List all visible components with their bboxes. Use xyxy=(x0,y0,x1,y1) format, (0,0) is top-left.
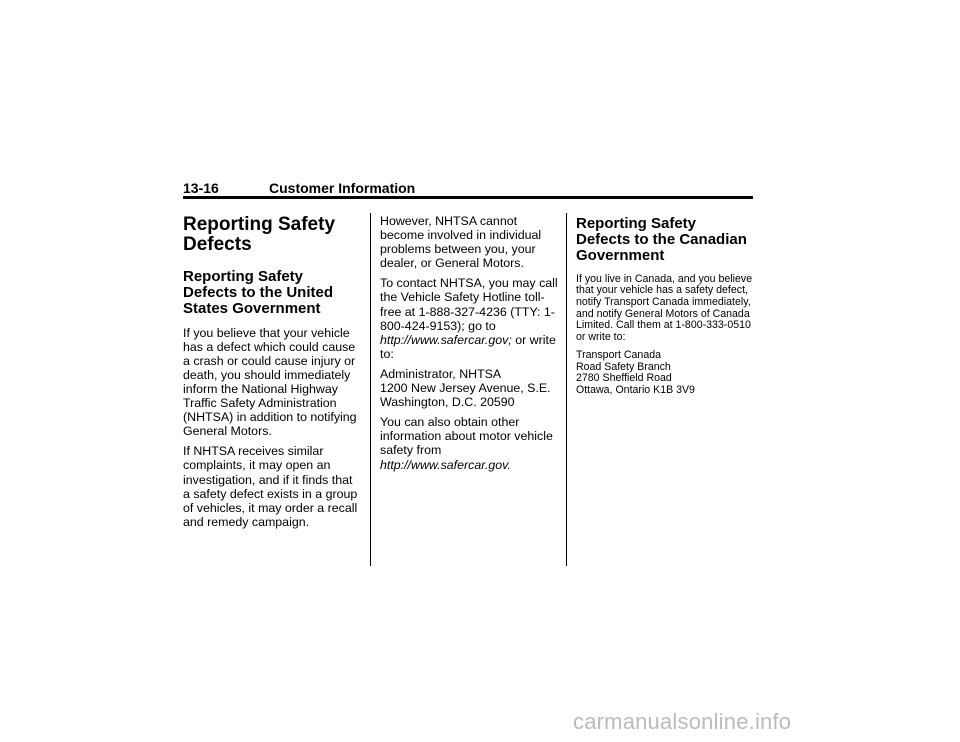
contact-text: To contact NHTSA, you may call the Vehicle Safety Hotline toll-free at 1-888-327-4236 (TTY: 1-800-424-9153); go to xyxy=(380,276,558,333)
safercar-link[interactable]: http://www.safercar.gov; xyxy=(380,332,512,347)
address-line: Transport Canada xyxy=(576,348,661,361)
address-line: Ottawa, Ontario K1B 3V9 xyxy=(576,383,695,396)
address-line: Road Safety Branch xyxy=(576,360,671,373)
us-subheading: Reporting Safety Defects to the United States Government xyxy=(183,268,334,318)
contact-paragraph xyxy=(380,276,558,361)
watermark: carmanualsonline.info xyxy=(573,709,792,734)
contact-tail: or write to: xyxy=(380,332,556,361)
column-divider-2 xyxy=(566,213,567,566)
canada-address xyxy=(576,350,754,397)
safercar-link-2[interactable]: http://www.safercar.gov. xyxy=(380,457,511,472)
section-title: Customer Information xyxy=(269,180,416,196)
nhtsa-address xyxy=(380,367,558,409)
canada-subheading: Reporting Safety Defects to the Canadian Government xyxy=(576,215,747,265)
us-paragraph-1: If you believe that your vehicle has a defect which could cause a crash or could cause injury or death, you should immediately inform the National Highway Traffic Safety Administration (NHTSA) in addition to notifying General Motors. xyxy=(183,325,357,439)
header-rule xyxy=(183,196,753,199)
column-2 xyxy=(380,214,558,478)
address-line: 2780 Sheffield Road xyxy=(576,372,672,385)
column-divider-1 xyxy=(370,213,371,566)
nhtsa-paragraph: However, NHTSA cannot become involved in individual problems between you, your dealer, or General Motors. xyxy=(380,214,542,271)
address-line: Washington, D.C. 20590 xyxy=(380,395,515,410)
canada-paragraph: If you live in Canada, and you believe that your vehicle has a safety defect, notify Transport Canada immediately, and notify General Motors of Canada Limited. Call them at 1-800-333-0510 or write to: xyxy=(576,272,753,344)
info-text: You can also obtain other information about motor vehicle safety from xyxy=(380,415,553,458)
us-paragraph-2: If NHTSA receives similar complaints, it may open an investigation, and if it finds that a safety defect exists in a group of vehicles, it may order a recall and remedy campaign. xyxy=(183,444,358,529)
section-heading: Reporting Safety Defects xyxy=(183,214,336,255)
page-number: 13-16 xyxy=(183,180,219,196)
column-3 xyxy=(576,216,754,403)
info-paragraph xyxy=(380,415,558,471)
address-line: Administrator, NHTSA xyxy=(380,366,502,381)
column-1 xyxy=(183,214,361,535)
page-header xyxy=(183,180,415,196)
address-line: 1200 New Jersey Avenue, S.E. xyxy=(380,381,551,396)
